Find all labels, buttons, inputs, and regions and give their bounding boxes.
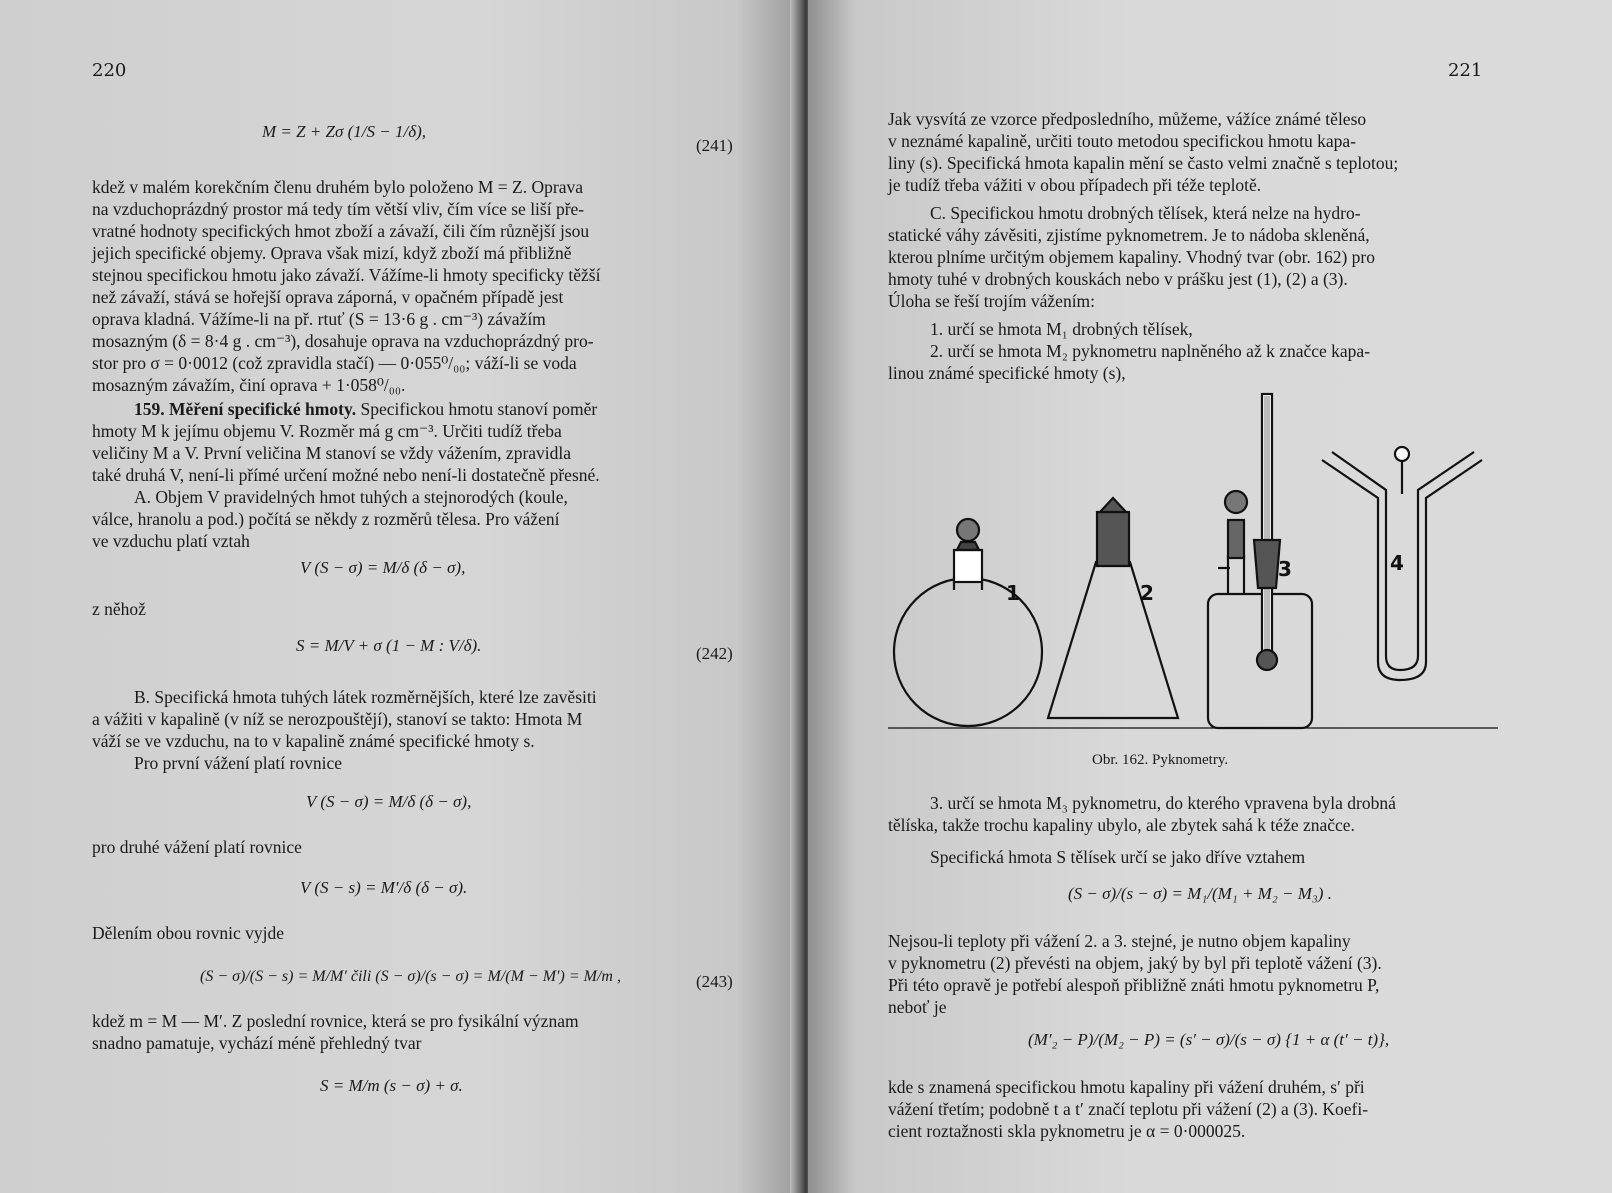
text-line: je tudíž třeba vážiti v obou případech při téže teplotě. xyxy=(888,175,1262,195)
text-line: Jak vysvítá ze vzorce předposledního, můžeme, vážíce známé těleso xyxy=(888,109,1367,129)
text-line: liny (s). Specifická hmota kapalin mění se často velmi značně s teplotou; xyxy=(888,153,1399,173)
equation-b1: V (S − σ) = M/δ (δ − σ), xyxy=(306,792,472,811)
text-line: vratné hodnoty specifických hmot zboží a závaží, čili čím různější jsou xyxy=(92,221,590,241)
text-line: stejnou specifickou hmotu jako závaží. Vážíme-li hmoty specificky těžší xyxy=(92,265,601,285)
figure-label-1: 1 xyxy=(1006,581,1020,605)
equation-242-number: (242) xyxy=(696,644,733,663)
equation-final: S = M/m (s − σ) + σ. xyxy=(320,1076,463,1095)
text-line: mosazným závažím, činí oprava + 1·058⁰/₀₀. xyxy=(92,375,406,395)
figure-label-2: 2 xyxy=(1140,581,1154,605)
equation-b2: V (S − s) = M′/δ (δ − σ). xyxy=(300,878,468,897)
equation-correction: (M′₂ − P)/(M₂ − P) = (s′ − σ)/(s − σ) {1 + α (t′ − t)}, xyxy=(1028,1030,1390,1049)
page-number-right: 221 xyxy=(1448,60,1483,81)
text-fragment: Specifickou hmotu stanoví poměr xyxy=(360,399,598,419)
text-division: Dělením obou rovnic vyjde xyxy=(92,923,284,943)
text-line: C. Specifickou hmotu drobných tělísek, která nelze na hydro- xyxy=(930,203,1361,223)
text-density-formula-intro: Specifická hmota S tělísek určí se jako dříve vztahem xyxy=(930,847,1306,867)
text-line: kde s znamená specifickou hmotu kapaliny při vážení druhém, s′ při xyxy=(888,1077,1365,1097)
paragraph-method-b xyxy=(92,686,740,774)
text-line: kdež v malém korekčním členu druhém bylo položeno M = Z. Oprava xyxy=(92,177,583,197)
paragraph-section-159 xyxy=(92,398,740,486)
list-step-3 xyxy=(888,792,1538,836)
text-line: než závaží, stává se hořejší oprava záporná, v opačném případě jest xyxy=(92,287,564,307)
text-line: B. Specifická hmota tuhých látek rozměrnějších, které lze zavěsiti xyxy=(134,687,597,707)
right-page xyxy=(808,0,1612,1193)
section-heading: 159. Měření specifické hmoty. xyxy=(134,399,357,419)
text-line: na vzduchoprázdný prostor má tedy tím větší vliv, čím více se liší pře- xyxy=(92,199,585,219)
text-line: cient roztažnosti skla pyknometru je α = 0·000025. xyxy=(888,1121,1246,1141)
text-line: kdež m = M — M′. Z poslední rovnice, která se pro fysikální význam xyxy=(92,1011,579,1031)
text-line: válce, hranolu a pod.) počítá se někdy z rozměrů tělesa. Pro vážení xyxy=(92,509,560,529)
left-page xyxy=(0,0,800,1193)
equation-a: V (S − σ) = M/δ (δ − σ), xyxy=(300,558,466,577)
text-line: a vážiti v kapalině (v níž se nerozpouštějí), stanoví se takto: Hmota M xyxy=(92,709,583,729)
text-line: Pro první vážení platí rovnice xyxy=(134,753,342,773)
list-item-3-cont: tělíska, takže trochu kapaliny ubylo, ale zbytek sahá k téže značce. xyxy=(888,815,1355,835)
text-line: Nejsou-li teploty při vážení 2. a 3. stejné, je nutno objem kapaliny xyxy=(888,931,1351,951)
equation-pycnometer: (S − σ)/(s − σ) = M₁/(M₁ + M₂ − M₃) . xyxy=(1068,884,1332,903)
list-item-2-cont: linou známé specifické hmoty (s), xyxy=(888,363,1126,383)
text-line: hmoty tuhé v drobných kouskách nebo v prášku jest (1), (2) a (3). xyxy=(888,269,1348,289)
text-line: Při této opravě je potřebí alespoň přibližně znáti hmotu pyknometru P, xyxy=(888,975,1380,995)
text-line xyxy=(92,398,740,420)
paragraph-method-c xyxy=(888,202,1538,312)
paragraph-temperature-correction xyxy=(888,930,1538,1018)
equation-241-number: (241) xyxy=(696,136,733,155)
text-line: váží se ve vzduchu, na to v kapalině známé specifické hmoty s. xyxy=(92,731,535,751)
text-line: ve vzduchu platí vztah xyxy=(92,531,250,551)
paragraph-conclusion xyxy=(92,1010,740,1054)
list-item-3: 3. určí se hmota M₃ pyknometru, do kterého vpravena byla drobná xyxy=(930,793,1396,813)
figure-label-4: 4 xyxy=(1390,551,1404,575)
list-steps xyxy=(888,318,1538,384)
page-number-left: 220 xyxy=(92,60,127,81)
list-item-2: 2. určí se hmota M₂ pyknometru naplněného až k značce kapa- xyxy=(930,341,1371,361)
text-line: hmoty M k jejímu objemu V. Rozměr má g cm⁻³. Určiti tudíž třeba xyxy=(92,421,562,441)
text-z-nehoz: z něhož xyxy=(92,599,146,619)
text-line: snadno pamatuje, vychází méně přehledný tvar xyxy=(92,1033,422,1053)
text-line: statické váhy závěsiti, zjistíme pyknometrem. Je to nádoba skleněná, xyxy=(888,225,1370,245)
text-line: mosazným (δ = 8·4 g . cm⁻³), dosahuje oprava na vzduchoprázdný pro- xyxy=(92,331,594,351)
text-line: neboť je xyxy=(888,997,947,1017)
text-line: jejich specifické objemy. Oprava však mizí, když zboží má přibližně xyxy=(92,243,572,263)
text-line: v pyknometru (2) převésti na objem, jaký by byl při teplotě vážení (3). xyxy=(888,953,1382,973)
text-line: Úloha se řeší trojím vážením: xyxy=(888,291,1096,311)
paragraph-coefficients xyxy=(888,1076,1538,1142)
text-line: vážení třetím; podobně t a t′ značí teplotu při vážení (2) a (3). Koefi- xyxy=(888,1099,1369,1119)
paragraph-liquid-density xyxy=(888,108,1538,196)
text-line: kterou plníme určitým objemem kapaliny. Vhodný tvar (obr. 162) pro xyxy=(888,247,1375,267)
figure-label-3: 3 xyxy=(1278,557,1292,581)
text-second-weighing: pro druhé vážení platí rovnice xyxy=(92,837,302,857)
text-line: v neznámé kapalině, určiti touto metodou specifickou hmotu kapa- xyxy=(888,131,1356,151)
figure-caption: Obr. 162. Pyknometry. xyxy=(1092,752,1229,768)
text-line: oprava kladná. Vážíme-li na př. rtuť (S = 13·6 g . cm⁻³) závažím xyxy=(92,309,546,329)
equation-242: S = M/V + σ (1 − M : V/δ). xyxy=(296,636,482,655)
equation-243: (S − σ)/(S − s) = M/M′ čili (S − σ)/(s − σ) = M/(M − M′) = M/m , xyxy=(200,968,621,985)
paragraph-correction xyxy=(92,176,740,396)
figure-pycnometers xyxy=(878,390,1538,740)
text-line: také druhá V, není-li přímé určení možné nebo není-li dostatečně přesné. xyxy=(92,465,600,485)
paragraph-method-a xyxy=(92,486,740,552)
text-line: stor pro σ = 0·0012 (což zpravidla stačí) — 0·055⁰/₀₀; váží-li se voda xyxy=(92,353,577,373)
equation-241: M = Z + Zσ (1/S − 1/δ), xyxy=(262,122,427,141)
text-line: A. Objem V pravidelných hmot tuhých a stejnorodých (koule, xyxy=(134,487,568,507)
text-line: veličiny M a V. První veličina M stanoví se vždy vážením, zpravidla xyxy=(92,443,572,463)
equation-243-number: (243) xyxy=(696,972,733,991)
list-item-1: 1. určí se hmota M₁ drobných tělísek, xyxy=(930,319,1193,339)
